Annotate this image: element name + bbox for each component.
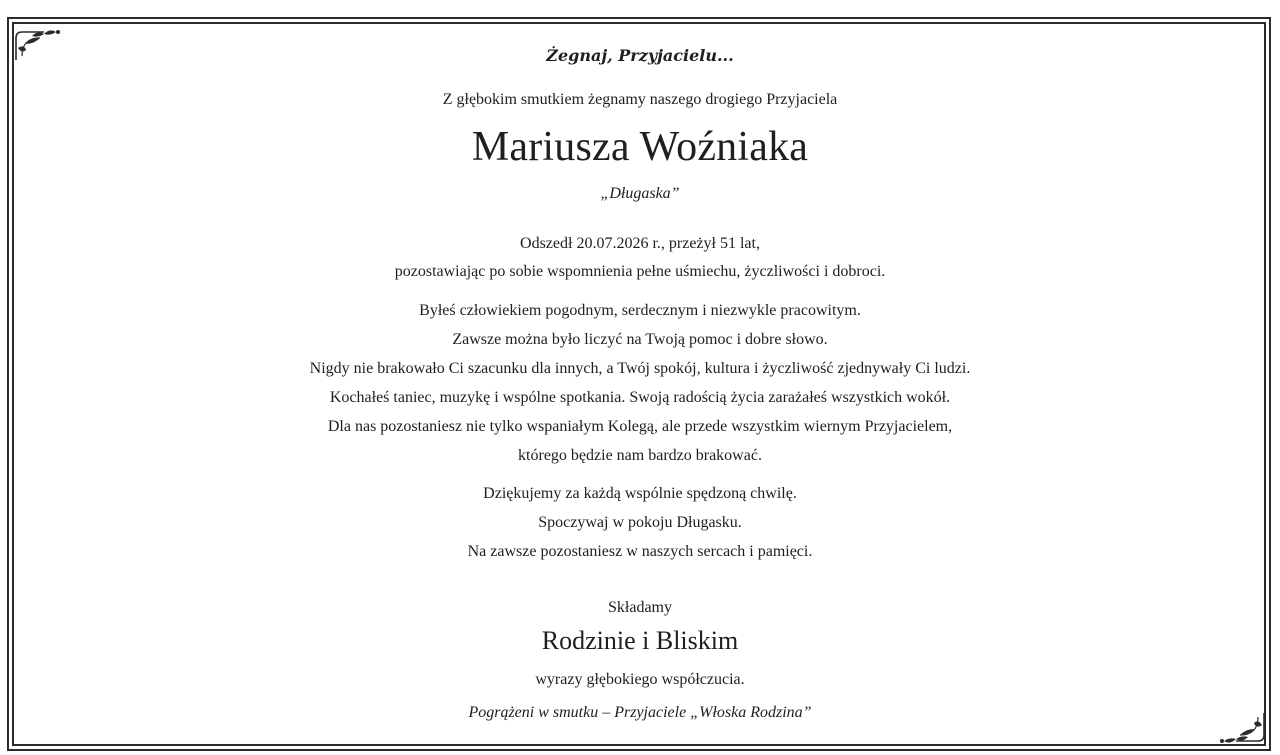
- body-line: Odszedł 20.07.2026 r., przeżył 51 lat,: [520, 235, 760, 252]
- signature-text: Pogrążeni w smutku – Przyjaciele „Włoska Rodzina”: [468, 704, 812, 721]
- composed-text: Składamy: [608, 599, 672, 616]
- body-line: Nigdy nie brakowało Ci szacunku dla innych, a Twój spokój, kultura i życzliwość zjednywały Ci ludzi.: [309, 360, 971, 377]
- body-line: Na zawsze pozostaniesz w naszych sercach i pamięci.: [467, 543, 813, 560]
- intro-text: Z głębokim smutkiem żegnamy naszego drogiego Przyjaciela: [442, 91, 838, 108]
- body-line: Dziękujemy za każdą wspólnie spędzoną chwilę.: [483, 485, 797, 502]
- body-line: pozostawiając po sobie wspomnienia pełne uśmiechu, życzliwości i dobroci.: [394, 263, 886, 280]
- headline: Żegnaj, Przyjacielu...: [546, 46, 734, 65]
- body-line: Zawsze można było liczyć na Twoją pomoc i dobre słowo.: [452, 331, 828, 348]
- body-line: Byłeś człowiekiem pogodnym, serdecznym i niezwykle pracowitym.: [419, 302, 861, 319]
- body-line: Spoczywaj w pokoju Długasku.: [538, 514, 742, 531]
- recipient-text: Rodzinie i Bliskim: [541, 626, 739, 655]
- deceased-name: Mariusza Woźniaka: [471, 124, 809, 170]
- body-line: Kochałeś taniec, muzykę i wspólne spotkania. Swoją radością życia zarażałeś wszystkich wokół.: [329, 389, 951, 406]
- body-line: którego będzie nam bardzo brakować.: [518, 447, 762, 464]
- body-line: Dla nas pozostaniesz nie tylko wspaniałym Kolegą, ale przede wszystkim wiernym Przyjacielem,: [327, 418, 953, 435]
- nickname: „Długaska”: [600, 185, 680, 202]
- condolence-text: wyrazy głębokiego współczucia.: [535, 671, 745, 688]
